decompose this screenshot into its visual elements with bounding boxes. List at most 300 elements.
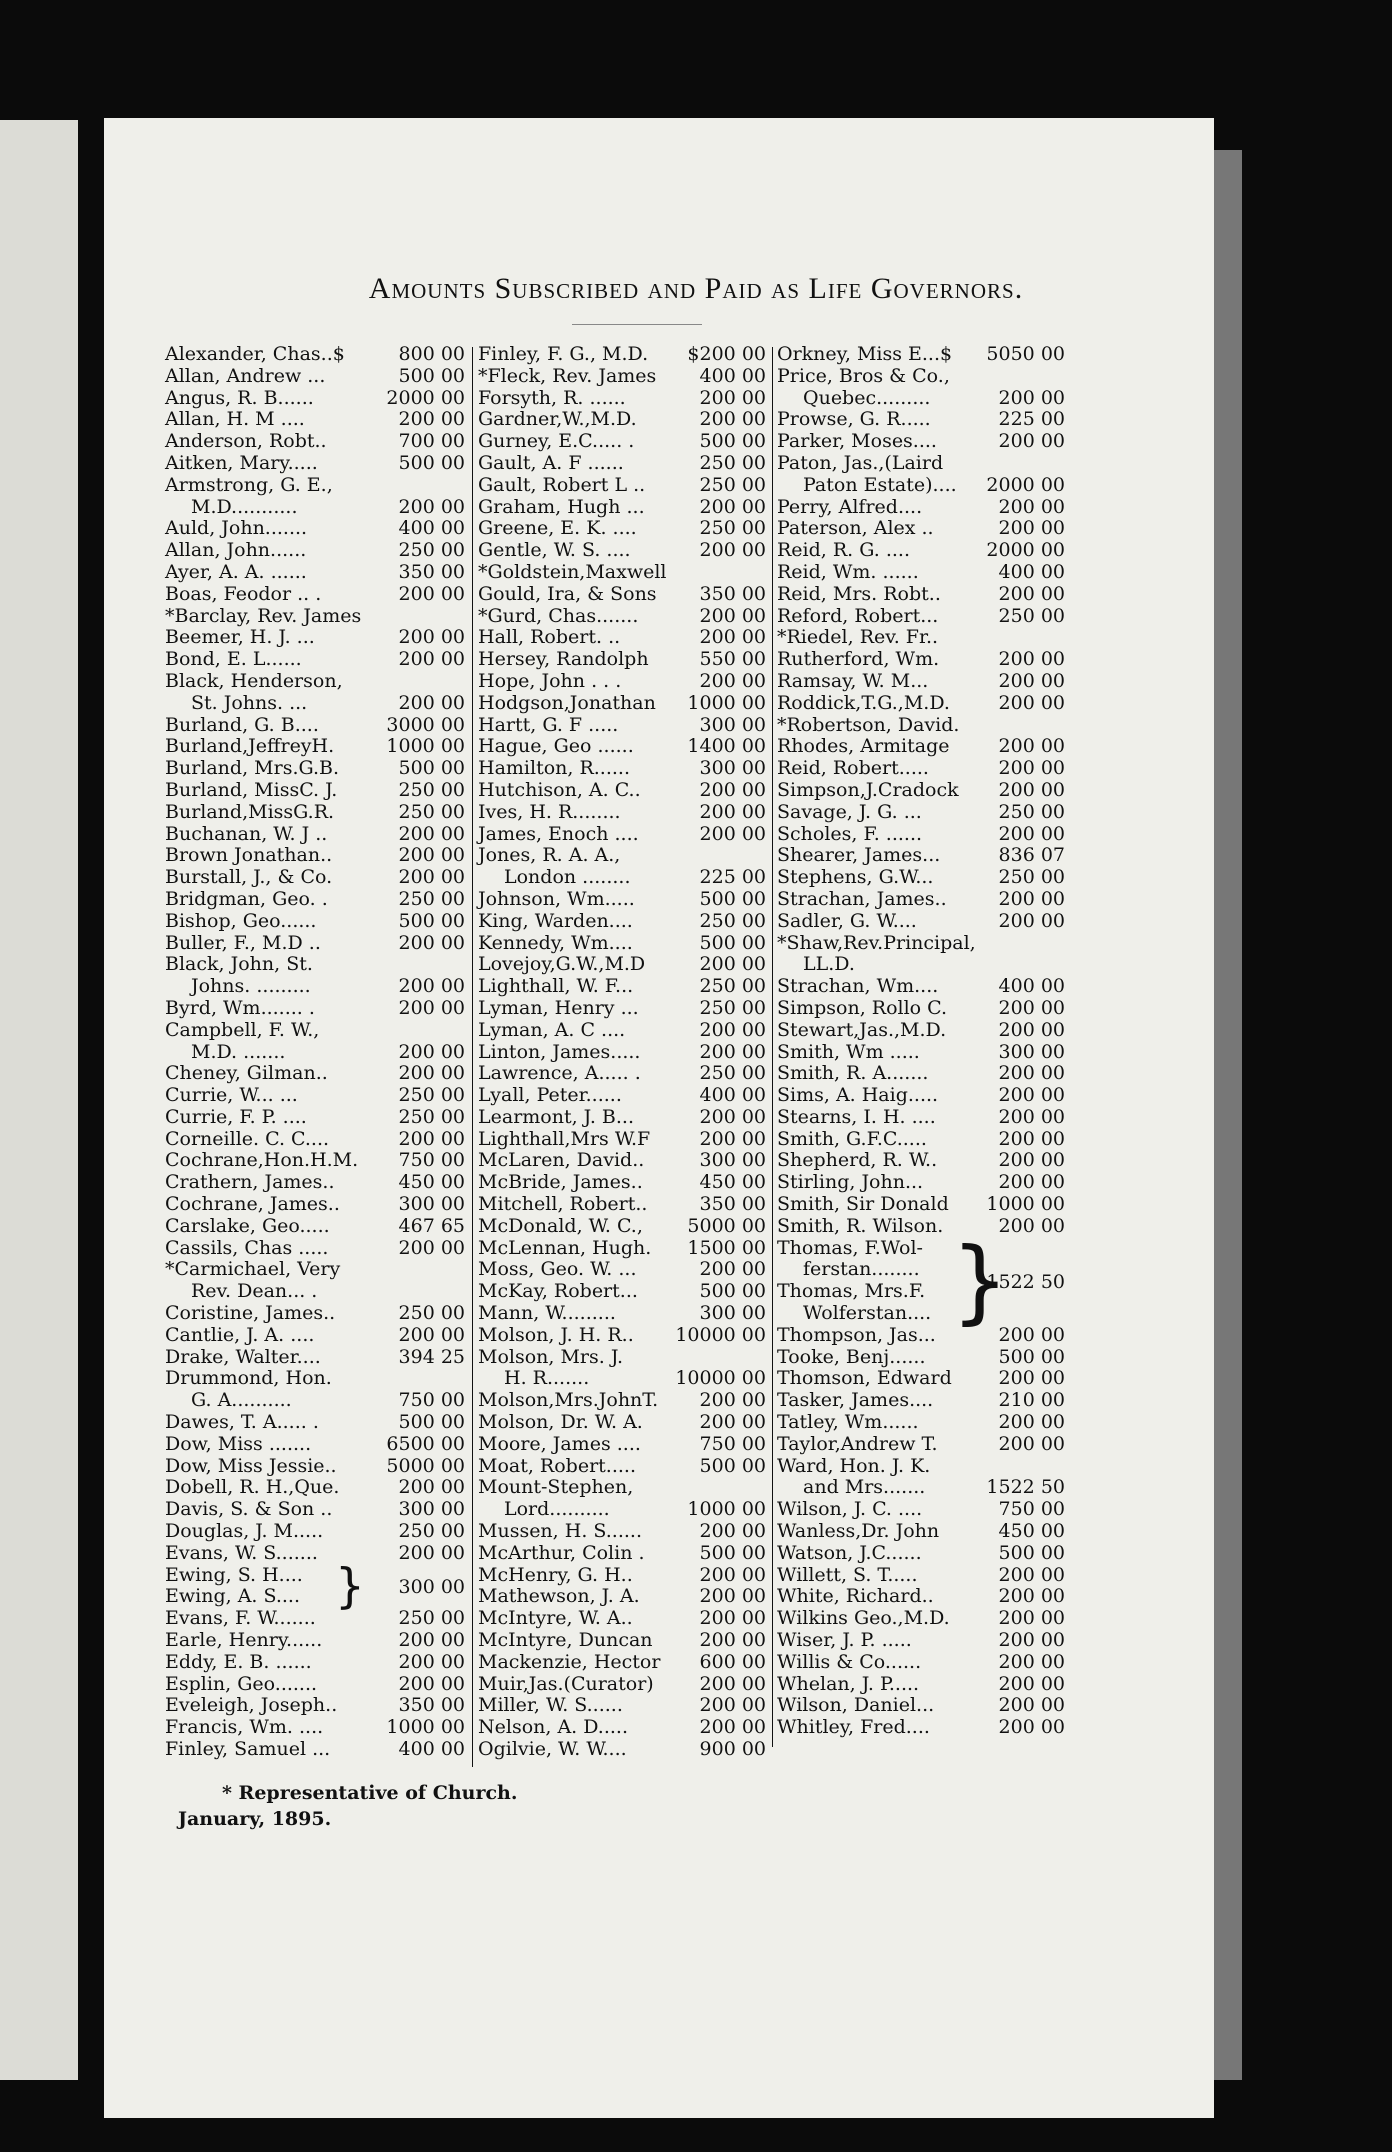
subscriber-amount: 200 00 <box>998 430 1065 453</box>
subscriber-entry <box>777 1325 1065 1347</box>
subscriber-name: Buller, F., M.D .. <box>165 931 321 954</box>
subscriber-entry <box>165 1499 465 1521</box>
subscriber-name: Linton, James..... <box>478 1040 641 1063</box>
subscriber-entry <box>777 1652 1065 1674</box>
subscriber-entry <box>478 366 766 388</box>
subscriber-name: Allan, John...... <box>165 539 307 562</box>
subscriber-entry <box>478 933 766 955</box>
subscriber-entry <box>777 1085 1065 1107</box>
subscriber-entry <box>478 1259 766 1281</box>
subscriber-amount: 250 00 <box>398 800 465 823</box>
subscriber-name: Nelson, A. D..... <box>478 1716 629 1739</box>
subscriber-entry <box>165 1477 465 1499</box>
page-title: Amounts Subscribed and Paid as Life Governors. <box>368 272 1024 305</box>
subscriber-amount: 200 00 <box>699 1018 766 1041</box>
subscriber-entry <box>777 1499 1065 1521</box>
subscriber-entry <box>478 388 766 410</box>
subscriber-amount: 250 00 <box>398 778 465 801</box>
subscriber-entry <box>478 1717 766 1739</box>
subscriber-entry <box>777 562 1065 584</box>
subscriber-amount: 250 00 <box>699 517 766 540</box>
subscriber-amount: 700 00 <box>398 430 465 453</box>
subscriber-entry <box>478 1107 766 1129</box>
subscriber-name: Cochrane, James.. <box>165 1193 340 1216</box>
subscriber-entry <box>478 1586 766 1608</box>
subscriber-name: Smith, G.F.C..... <box>777 1127 927 1150</box>
subscriber-name: Parker, Moses.... <box>777 430 937 453</box>
subscriber-amount: 200 00 <box>398 931 465 954</box>
subscriber-amount: 200 00 <box>699 1607 766 1630</box>
subscriber-name: Ayer, A. A. ...... <box>165 560 307 583</box>
subscriber-amount: 250 00 <box>398 1302 465 1325</box>
subscriber-amount: 400 00 <box>998 560 1065 583</box>
subscriber-amount: 200 00 <box>998 1214 1065 1237</box>
subscriber-entry <box>777 976 1065 998</box>
subscriber-amount: 200 00 <box>699 386 766 409</box>
subscriber-name: Gardner,W.,M.D. <box>478 408 637 431</box>
subscriber-amount: 750 00 <box>398 1389 465 1412</box>
subscriber-name: Ewing, S. H.... <box>165 1563 303 1586</box>
subscriber-amount: 200 00 <box>398 996 465 1019</box>
subscriber-entry <box>777 1543 1065 1565</box>
subscriber-entry <box>777 409 1065 431</box>
subscriber-name: Mount-Stephen, <box>478 1476 634 1499</box>
subscriber-name: Wilkins Geo.,M.D. <box>777 1607 950 1630</box>
subscriber-entry <box>478 1739 766 1761</box>
subscriber-name: Mann, W......... <box>478 1302 616 1325</box>
subscriber-entry <box>777 1194 1065 1216</box>
subscriber-name: Bridgman, Geo. . <box>165 887 328 910</box>
subscriber-entry <box>777 1630 1065 1652</box>
subscriber-amount: 250 00 <box>699 473 766 496</box>
subscriber-entry <box>777 1390 1065 1412</box>
subscriber-entry <box>165 1042 465 1064</box>
subscriber-name: Davis, S. & Son .. <box>165 1498 333 1521</box>
subscriber-name: McIntyre, W. A.. <box>478 1607 633 1630</box>
subscriber-entry <box>165 998 465 1020</box>
subscriber-entry <box>777 606 1065 628</box>
subscriber-entry <box>165 1368 465 1390</box>
subscriber-amount: 200 00 <box>398 1062 465 1085</box>
subscriber-entry <box>165 1238 465 1260</box>
adjacent-page-edge <box>0 120 78 2080</box>
subscriber-name: Rutherford, Wm. <box>777 648 940 671</box>
subscriber-amount: 10000 00 <box>675 1323 766 1346</box>
subscriber-entry <box>777 780 1065 802</box>
subscriber-name: Reid, Mrs. Robt.. <box>777 582 941 605</box>
subscriber-amount: 200 00 <box>998 1563 1065 1586</box>
subscriber-name: McLennan, Hugh. <box>478 1236 652 1259</box>
subscriber-name: Johns. ......... <box>191 975 311 998</box>
subscriber-entry <box>165 1412 465 1434</box>
subscriber-entry <box>165 649 465 671</box>
subscriber-name: Reid, Wm. ...... <box>777 560 919 583</box>
subscriber-entry <box>478 1456 766 1478</box>
subscriber-name: Gault, Robert L .. <box>478 473 646 496</box>
subscriber-entry <box>165 976 465 998</box>
subscriber-name: Reford, Robert... <box>777 604 939 627</box>
subscriber-name: Black, John, St. <box>165 953 313 976</box>
subscriber-name: Moat, Robert..... <box>478 1454 637 1477</box>
subscriber-amount: 200 00 <box>398 1236 465 1259</box>
subscriber-amount: 200 00 <box>998 517 1065 540</box>
subscriber-name: Reid, Robert..... <box>777 757 929 780</box>
subscriber-entry <box>777 584 1065 606</box>
subscriber-name: M.D........... <box>191 495 298 518</box>
subscriber-name: Wiser, J. P. ..... <box>777 1629 912 1652</box>
subscriber-name: Evans, W. S....... <box>165 1541 318 1564</box>
subscriber-amount: 200 00 <box>998 1084 1065 1107</box>
subscriber-entry <box>165 1063 465 1085</box>
subscriber-name: Alexander, Chas..$ <box>165 343 345 365</box>
subscriber-entry <box>478 867 766 889</box>
subscriber-amount: 250 00 <box>998 604 1065 627</box>
subscriber-amount: 500 00 <box>398 757 465 780</box>
subscriber-name: Wolferstan.... <box>803 1302 932 1325</box>
subscriber-name: Thomas, F.Wol- <box>777 1236 923 1259</box>
subscriber-name: Douglas, J. M..... <box>165 1520 324 1543</box>
subscriber-entry <box>777 736 1065 758</box>
subscriber-name: St. Johns. ... <box>191 691 308 714</box>
subscriber-amount: 1522 50 <box>986 1476 1065 1499</box>
subscriber-name: ferstan........ <box>803 1258 920 1281</box>
subscriber-entry <box>165 1020 465 1042</box>
subscriber-name: Paterson, Alex .. <box>777 517 934 540</box>
subscriber-amount: 200 00 <box>398 1650 465 1673</box>
subscriber-amount: 550 00 <box>699 648 766 671</box>
subscriber-name: Byrd, Wm....... . <box>165 996 315 1019</box>
subscriber-amount: 10000 00 <box>675 1367 766 1390</box>
subscriber-name: *Shaw,Rev.Principal, <box>777 931 976 954</box>
subscriber-amount: 225 00 <box>699 866 766 889</box>
subscriber-name: Thompson, Jas... <box>777 1323 936 1346</box>
subscriber-name: Sims, A. Haig..... <box>777 1084 939 1107</box>
subscriber-entry <box>165 911 465 933</box>
subscriber-name: Rev. Dean... . <box>191 1280 318 1303</box>
subscriber-name: Drake, Walter.... <box>165 1345 321 1368</box>
subscriber-entry <box>165 1172 465 1194</box>
subscriber-entry <box>165 1456 465 1478</box>
subscriber-amount: 750 00 <box>998 1498 1065 1521</box>
subscriber-name: Cassils, Chas ..... <box>165 1236 329 1259</box>
subscriber-name: Price, Bros & Co., <box>777 364 950 387</box>
subscriber-entry <box>478 1150 766 1172</box>
subscriber-amount: 200 00 <box>699 604 766 627</box>
subscriber-name: Bond, E. L...... <box>165 648 302 671</box>
subscriber-amount: 200 00 <box>398 1127 465 1150</box>
subscriber-name: Learmont, J. B... <box>478 1105 634 1128</box>
subscriber-name: Perry, Alfred.... <box>777 495 923 518</box>
subscriber-name: Ogilvie, W. W.... <box>478 1738 627 1760</box>
subscriber-name: Earle, Henry...... <box>165 1629 323 1652</box>
subscriber-name: Dow, Miss ....... <box>165 1432 312 1455</box>
subscriber-amount: 750 00 <box>398 1149 465 1172</box>
subscriber-amount: 200 00 <box>398 1629 465 1652</box>
subscriber-name: Hodgson,Jonathan <box>478 691 656 714</box>
subscriber-amount: 200 00 <box>699 1672 766 1695</box>
subscriber-entry <box>777 1608 1065 1630</box>
subscriber-name: Gentle, W. S. .... <box>478 539 631 562</box>
subscriber-name: London ........ <box>504 866 631 889</box>
subscriber-name: Moore, James .... <box>478 1432 641 1455</box>
subscriber-name: M.D. ....... <box>191 1040 286 1063</box>
subscriber-amount: 200 00 <box>699 778 766 801</box>
subscriber-amount: 5050 00 <box>986 343 1065 365</box>
subscriber-entry <box>777 911 1065 933</box>
subscriber-entry <box>777 1020 1065 1042</box>
subscriber-entry <box>777 1238 1065 1260</box>
subscriber-entry <box>165 1717 465 1739</box>
subscriber-name: Mussen, H. S...... <box>478 1520 642 1543</box>
subscriber-amount: 300 00 <box>398 1498 465 1521</box>
subscriber-name: Dawes, T. A..... . <box>165 1411 319 1434</box>
subscriber-amount: 200 00 <box>998 691 1065 714</box>
subscriber-name: Hague, Geo ...... <box>478 735 634 758</box>
subscriber-entry <box>478 1652 766 1674</box>
subscriber-name: Stirling, John... <box>777 1171 924 1194</box>
subscriber-entry <box>777 954 1065 976</box>
subscriber-entry <box>165 453 465 475</box>
subscriber-entry <box>777 1216 1065 1238</box>
subscriber-amount: 1400 00 <box>687 735 766 758</box>
subscriber-name: Shepherd, R. W.. <box>777 1149 938 1172</box>
subscriber-name: Reid, R. G. .... <box>777 539 910 562</box>
subscriber-name: Wilson, J. C. .... <box>777 1498 923 1521</box>
subscriber-entry <box>777 518 1065 540</box>
subscriber-amount: 3000 00 <box>386 713 465 736</box>
subscriber-name: Boas, Feodor .. . <box>165 582 322 605</box>
subscriber-amount: 200 00 <box>998 996 1065 1019</box>
subscriber-entry <box>478 998 766 1020</box>
subscriber-name: Burland,JeffreyH. <box>165 735 335 758</box>
subscriber-amount: 200 00 <box>699 539 766 562</box>
subscriber-name: Tatley, Wm...... <box>777 1411 919 1434</box>
subscriber-name: Mathewson, J. A. <box>478 1585 640 1608</box>
subscriber-entry <box>165 933 465 955</box>
subscriber-entry <box>777 1717 1065 1739</box>
subscriber-name: Burland, MissC. J. <box>165 778 338 801</box>
subscriber-entry <box>165 1739 465 1761</box>
subscriber-entry <box>478 627 766 649</box>
subscriber-amount: 250 00 <box>699 1062 766 1085</box>
subscriber-entry <box>777 693 1065 715</box>
subscriber-name: Beemer, H. J. ... <box>165 626 315 649</box>
subscriber-name: Allan, H. M .... <box>165 408 305 431</box>
subscriber-amount: 250 00 <box>398 1105 465 1128</box>
subscriber-entry <box>478 671 766 693</box>
subscriber-entry <box>478 1477 766 1499</box>
subscriber-amount: 200 00 <box>998 1672 1065 1695</box>
subscriber-entry <box>165 388 465 410</box>
subscriber-name: Lyall, Peter...... <box>478 1084 622 1107</box>
subscriber-amount: 450 00 <box>398 1171 465 1194</box>
grouped-amount: 300 00 <box>398 1575 465 1598</box>
subscriber-amount: 200 00 <box>398 408 465 431</box>
subscriber-amount: 2000 00 <box>386 386 465 409</box>
subscriber-name: Lyman, A. C .... <box>478 1018 626 1041</box>
subscriber-name: Wilson, Daniel... <box>777 1694 935 1717</box>
subscriber-entry <box>165 1303 465 1325</box>
subscriber-name: Gurney, E.C..... . <box>478 430 635 453</box>
subscriber-entry <box>478 1020 766 1042</box>
subscriber-name: Tooke, Benj...... <box>777 1345 926 1368</box>
page-edge-shadow <box>1214 150 1242 2080</box>
subscriber-amount: $200 00 <box>687 343 766 365</box>
subscriber-entry <box>777 366 1065 388</box>
subscriber-entry <box>478 780 766 802</box>
subscriber-amount: 210 00 <box>998 1389 1065 1412</box>
subscriber-entry <box>165 1325 465 1347</box>
subscriber-name: Smith, Sir Donald <box>777 1193 949 1216</box>
subscriber-entry <box>478 693 766 715</box>
subscriber-name: Kennedy, Wm.... <box>478 931 633 954</box>
subscriber-entry <box>165 1085 465 1107</box>
subscriber-amount: 200 00 <box>398 1541 465 1564</box>
subscriber-amount: 6500 00 <box>386 1432 465 1455</box>
subscriber-entry <box>478 344 766 366</box>
subscriber-entry <box>478 606 766 628</box>
subscriber-amount: 200 00 <box>398 866 465 889</box>
subscriber-name: Armstrong, G. E., <box>165 473 333 496</box>
subscriber-name: Corneille. C. C.... <box>165 1127 330 1150</box>
subscriber-entry <box>777 497 1065 519</box>
subscriber-entry <box>777 388 1065 410</box>
subscriber-name: Smith, R. A....... <box>777 1062 929 1085</box>
subscriber-entry <box>478 1543 766 1565</box>
column-divider-1 <box>472 347 473 1767</box>
subscriber-amount: 350 00 <box>699 1193 766 1216</box>
subscriber-amount: 1500 00 <box>687 1236 766 1259</box>
subscriber-entry <box>165 1674 465 1696</box>
subscriber-name: Moss, Geo. W. ... <box>478 1258 637 1281</box>
subscriber-name: Carslake, Geo..... <box>165 1214 330 1237</box>
subscriber-name: Jones, R. A. A., <box>478 844 621 867</box>
subscriber-entry <box>478 1674 766 1696</box>
subscriber-amount: 200 00 <box>699 1105 766 1128</box>
subscriber-entry <box>777 824 1065 846</box>
subscriber-entry <box>777 627 1065 649</box>
subscriber-amount: 300 00 <box>699 1302 766 1325</box>
subscriber-entry <box>777 649 1065 671</box>
subscriber-name: Hutchison, A. C.. <box>478 778 641 801</box>
subscriber-amount: 250 00 <box>998 866 1065 889</box>
subscriber-amount: 350 00 <box>699 582 766 605</box>
subscriber-amount: 200 00 <box>398 1040 465 1063</box>
subscriber-amount: 500 00 <box>699 430 766 453</box>
subscriber-name: Taylor,Andrew T. <box>777 1432 938 1455</box>
subscriber-entry <box>777 1063 1065 1085</box>
subscriber-entry <box>478 1063 766 1085</box>
subscriber-entry <box>478 1695 766 1717</box>
subscriber-name: King, Warden.... <box>478 909 633 932</box>
subscriber-entry <box>478 1390 766 1412</box>
subscriber-amount: 200 00 <box>998 495 1065 518</box>
subscriber-entry <box>165 1259 465 1281</box>
subscriber-name: Tasker, James.... <box>777 1389 934 1412</box>
subscriber-entry <box>165 627 465 649</box>
subscriber-entry <box>165 562 465 584</box>
subscriber-entry <box>478 954 766 976</box>
subscriber-entry <box>165 1434 465 1456</box>
subscriber-entry <box>478 845 766 867</box>
subscriber-amount: 200 00 <box>998 1323 1065 1346</box>
subscriber-amount: 200 00 <box>998 582 1065 605</box>
subscriber-name: Wanless,Dr. John <box>777 1520 940 1543</box>
subscriber-name: Dobell, R. H.,Que. <box>165 1476 340 1499</box>
subscriber-name: and Mrs....... <box>803 1476 926 1499</box>
subscriber-entry <box>165 344 465 366</box>
subscriber-amount: 200 00 <box>699 1127 766 1150</box>
subscriber-amount: 500 00 <box>398 451 465 474</box>
subscriber-amount: 250 00 <box>398 887 465 910</box>
title-rule <box>572 324 702 325</box>
subscriber-entry <box>777 1150 1065 1172</box>
subscriber-name: Willis & Co...... <box>777 1650 922 1673</box>
subscriber-name: Paton Estate).... <box>803 473 957 496</box>
subscriber-amount: 250 00 <box>398 1084 465 1107</box>
subscriber-entry <box>478 431 766 453</box>
subscriber-entry <box>478 889 766 911</box>
subscriber-entry <box>165 1608 465 1630</box>
subscriber-amount: 200 00 <box>998 735 1065 758</box>
subscriber-name: *Fleck, Rev. James <box>478 364 657 387</box>
subscriber-entry <box>478 540 766 562</box>
subscriber-entry <box>165 802 465 824</box>
subscriber-amount: 200 00 <box>699 1716 766 1739</box>
subscriber-name: H. R....... <box>504 1367 590 1390</box>
subscriber-entry <box>165 1150 465 1172</box>
subscriber-name: Burland, Mrs.G.B. <box>165 757 340 780</box>
subscriber-name: Whelan, J. P..... <box>777 1672 920 1695</box>
subscriber-amount: 300 00 <box>699 757 766 780</box>
subscriber-name: Smith, R. Wilson. <box>777 1214 944 1237</box>
subscriber-name: Finley, Samuel ... <box>165 1738 331 1760</box>
subscriber-entry <box>165 824 465 846</box>
subscriber-amount: 200 00 <box>398 975 465 998</box>
subscriber-name: Lovejoy,G.W.,M.D <box>478 953 646 976</box>
subscriber-amount: 200 00 <box>998 669 1065 692</box>
subscriber-name: Roddick,T.G.,M.D. <box>777 691 950 714</box>
subscriber-amount: 200 00 <box>998 1432 1065 1455</box>
subscriber-amount: 200 00 <box>699 1563 766 1586</box>
subscriber-name: Burland,MissG.R. <box>165 800 335 823</box>
subscriber-amount: 500 00 <box>398 364 465 387</box>
subscriber-entry <box>165 1107 465 1129</box>
subscriber-amount: 300 00 <box>398 1193 465 1216</box>
subscriber-entry <box>777 845 1065 867</box>
subscriber-name: Currie, F. P. .... <box>165 1105 307 1128</box>
subscriber-name: Francis, Wm. .... <box>165 1716 324 1739</box>
subscriber-amount: 200 00 <box>998 1171 1065 1194</box>
subscriber-entry <box>165 431 465 453</box>
subscriber-amount: 394 25 <box>398 1345 465 1368</box>
subscriber-amount: 250 00 <box>398 539 465 562</box>
subscriber-amount: 200 00 <box>998 1585 1065 1608</box>
subscriber-entry <box>165 475 465 497</box>
subscriber-amount: 200 00 <box>998 887 1065 910</box>
subscriber-name: *Barclay, Rev. James <box>165 604 362 627</box>
subscriber-amount: 500 00 <box>699 887 766 910</box>
subscriber-name: Allan, Andrew ... <box>165 364 326 387</box>
subscriber-entry <box>165 1129 465 1151</box>
subscriber-entry <box>165 1695 465 1717</box>
subscriber-amount: 200 00 <box>998 909 1065 932</box>
subscriber-amount: 1000 00 <box>386 1716 465 1739</box>
subscriber-amount: 400 00 <box>998 975 1065 998</box>
subscriber-name: Simpson, Rollo C. <box>777 996 948 1019</box>
subscriber-entry <box>165 1216 465 1238</box>
subscriber-name: Simpson,J.Cradock <box>777 778 959 801</box>
